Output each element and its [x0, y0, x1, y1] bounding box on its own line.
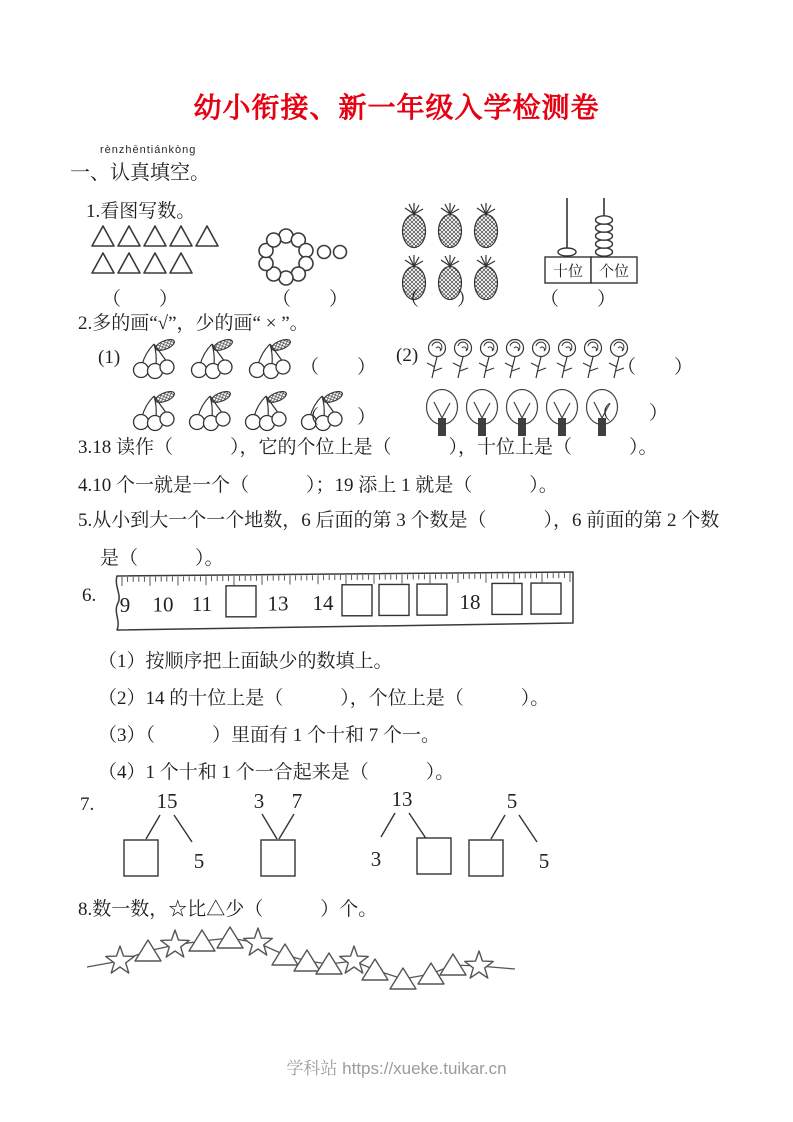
triangle-shape	[294, 950, 320, 971]
abacus-bead	[596, 248, 613, 256]
bond-line	[491, 815, 505, 839]
tree-icon	[547, 390, 578, 437]
tree-icon	[427, 390, 458, 437]
q2-part1-blank-2: （ ）	[300, 407, 377, 428]
tree-icon	[467, 390, 498, 437]
abacus-image	[540, 196, 642, 290]
cherry-bunch-icon	[246, 389, 288, 430]
triangle-shape	[170, 253, 192, 273]
ruler-number: 11	[191, 592, 213, 617]
circle-shape	[267, 233, 281, 247]
cherry-bunch-icon	[190, 389, 232, 430]
q5-text-line2: 是（ ）。	[100, 548, 224, 569]
bond-number: 7	[291, 789, 303, 813]
q7-label: 7.	[80, 794, 95, 815]
q6-sub3: （3）（ ）里面有 1 个十和 7 个一。	[98, 725, 441, 746]
ruler-number: 9	[119, 592, 131, 617]
triangle-shape	[118, 253, 140, 273]
triangle-shape	[272, 944, 298, 965]
bond-number: 15	[156, 789, 178, 813]
q2-part2-blank-1: （ ）	[617, 357, 694, 378]
triangle-shape	[144, 253, 166, 273]
ruler-fill-box	[492, 583, 522, 614]
cherry-bunch-icon	[250, 337, 292, 378]
ruler-number: 10	[152, 592, 174, 617]
bond-line	[381, 813, 395, 837]
ruler-number: 14	[312, 591, 334, 616]
triangle-shape	[118, 226, 140, 246]
q1-label: 1.看图写数。	[86, 201, 196, 222]
number-bond-4	[460, 786, 572, 886]
q8-label: 8.数一数，☆比△少（ ）个。	[78, 899, 378, 920]
q5-text-line1: 5.从小到大一个一个地数，6 后面的第 3 个数是（ ），6 前面的第 2 个数	[78, 510, 720, 531]
q2-part1-blank-1: （ ）	[300, 357, 377, 378]
bond-line	[519, 815, 537, 842]
triangle-shape	[196, 226, 218, 246]
ruler-number: 13	[267, 591, 289, 616]
section-pinyin: rènzhēntiánkòng	[100, 144, 197, 156]
flower-icon	[505, 340, 524, 379]
bond-number: 5	[506, 789, 518, 813]
section-title: 一、认真填空。	[70, 162, 210, 184]
bond-number: 13	[391, 787, 413, 811]
bond-fill-box	[124, 840, 158, 876]
triangles-group-image	[88, 220, 223, 280]
star-shape	[106, 946, 135, 973]
q2-part2-blank-2: （ ）	[592, 403, 669, 424]
bond-line	[262, 814, 277, 839]
star-shape	[161, 930, 190, 957]
q6-sub1: （1）按顺序把上面缺少的数填上。	[98, 651, 393, 672]
flower-icon	[479, 340, 498, 379]
bond-line	[146, 815, 160, 839]
number-ruler-image	[110, 566, 580, 640]
ruler-fill-box	[417, 584, 447, 615]
section-heading	[70, 144, 210, 185]
star-shape	[465, 951, 494, 978]
star-triangle-wave-image	[85, 915, 530, 1003]
star-shape	[244, 928, 273, 955]
cherry-bunch-icon	[192, 337, 234, 378]
abacus-bead	[596, 224, 613, 232]
ruler-fill-box	[531, 583, 561, 614]
ruler-fill-box	[226, 586, 256, 617]
flowers-row-image	[424, 336, 640, 388]
circle-shape	[318, 246, 331, 259]
abacus-bead	[596, 232, 613, 240]
abacus-bead	[596, 240, 613, 248]
abacus-bead	[558, 248, 576, 256]
flower-icon	[453, 340, 472, 379]
q6-sub2: （2）14 的十位上是（ ），个位上是（ ）。	[98, 688, 550, 709]
ruler-number: 18	[459, 589, 481, 614]
q1-answer-blank-3: （ ）	[400, 289, 477, 310]
triangle-shape	[390, 968, 416, 989]
circle-shape	[334, 246, 347, 259]
triangle-shape	[135, 940, 161, 961]
triangle-shape	[362, 959, 388, 980]
circle-shape	[299, 244, 313, 258]
q4-text: 4.10 个一就是一个（ ）；19 添上 1 就是（ ）。	[78, 475, 558, 496]
q1-answer-blank-4: （ ）	[540, 289, 617, 310]
cherry-bunch-icon	[134, 337, 176, 378]
circles-group-image	[256, 226, 356, 290]
bond-line	[174, 815, 192, 842]
q3-text: 3.18 读作（ ），它的个位上是（ ），十位上是（ ）。	[78, 437, 658, 458]
bond-number: 5	[193, 849, 205, 873]
q2-part1-label: (1)	[98, 347, 121, 368]
bond-number: 3	[370, 847, 382, 871]
q2-part2-label: (2)	[396, 345, 419, 366]
triangle-shape	[92, 253, 114, 273]
footer-watermark: 学科站 https://xueke.tuikar.cn	[286, 1059, 507, 1078]
pineapple-icon	[475, 255, 498, 300]
bond-fill-box	[261, 840, 295, 876]
triangle-shape	[92, 226, 114, 246]
number-bond-2	[237, 786, 349, 886]
number-bond-3	[350, 784, 462, 884]
bond-fill-box	[469, 840, 503, 876]
q1-answer-blank-1: （ ）	[102, 289, 179, 310]
star-shape	[340, 946, 369, 973]
ruler-fill-box	[342, 585, 372, 616]
cherry-bunch-icon	[134, 389, 176, 430]
page-title: 幼小衔接、新一年级入学检测卷	[193, 93, 600, 124]
bond-number: 5	[538, 849, 550, 873]
q6-label: 6.	[82, 585, 97, 606]
triangle-shape	[418, 963, 444, 984]
pineapple-icon	[475, 203, 498, 248]
bond-line	[409, 813, 427, 840]
pineapple-icon	[439, 203, 462, 248]
flower-icon	[427, 340, 446, 379]
ruler-fill-box	[379, 584, 409, 615]
q1-answer-blank-2: （ ）	[272, 289, 349, 310]
tree-icon	[507, 390, 538, 437]
q6-sub4: （4）1 个十和 1 个一合起来是（ ）。	[98, 762, 455, 783]
bond-line	[279, 814, 294, 839]
q2-label: 2.多的画“√”，少的画“ × ”。	[78, 313, 309, 334]
flower-icon	[557, 340, 576, 379]
circle-shape	[259, 256, 273, 270]
flower-icon	[531, 340, 550, 379]
tens-place-label: 十位	[552, 264, 584, 280]
triangle-shape	[144, 226, 166, 246]
pineapple-icon	[403, 203, 426, 248]
triangle-shape	[170, 226, 192, 246]
cherries-row1-image	[128, 336, 304, 384]
bond-number: 3	[253, 789, 265, 813]
triangle-shape	[440, 954, 466, 975]
number-bond-1	[115, 786, 227, 886]
triangle-shape	[217, 927, 243, 948]
abacus-bead	[596, 216, 613, 224]
ones-place-label: 个位	[598, 264, 630, 280]
bond-fill-box	[417, 838, 451, 874]
flower-icon	[583, 340, 602, 379]
